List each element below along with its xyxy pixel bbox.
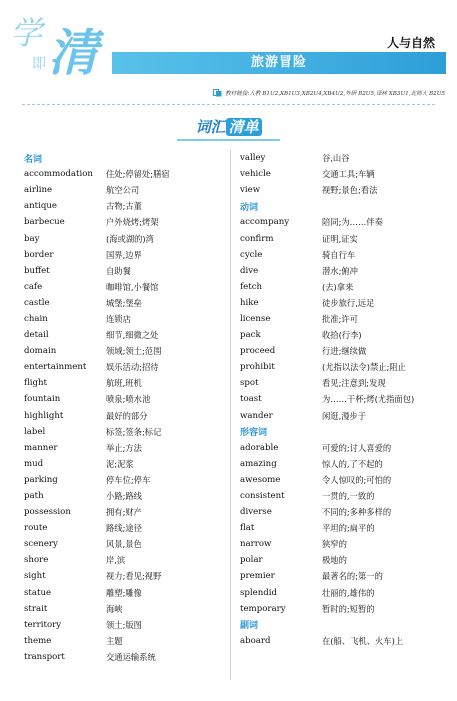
vocab-entry bbox=[24, 472, 224, 488]
vocab-meaning: 一贯的,一致的 bbox=[322, 491, 375, 502]
vocab-word: accommodation bbox=[24, 169, 93, 180]
vocab-meaning: 古物;古董 bbox=[106, 201, 142, 212]
vocab-entry bbox=[240, 456, 440, 472]
vocab-entry bbox=[24, 633, 224, 649]
vocab-meaning: 闲逛,漫步于 bbox=[322, 410, 367, 421]
vocab-entry bbox=[240, 552, 440, 568]
vocab-word: border bbox=[24, 249, 54, 260]
vocab-word: antique bbox=[24, 201, 57, 212]
vocab-meaning: 狭窄的 bbox=[322, 539, 347, 550]
textbook-links bbox=[213, 89, 445, 97]
vocab-entry bbox=[24, 552, 224, 568]
theme-label: 人与自然 bbox=[386, 36, 435, 50]
vocab-meaning: 惊人的,了不起的 bbox=[322, 458, 383, 469]
vocab-meaning: 细节,细微之处 bbox=[106, 330, 159, 341]
adverb-list bbox=[240, 633, 440, 649]
vocab-entry bbox=[240, 214, 440, 230]
page-title: 旅游冒险 bbox=[250, 55, 307, 70]
vocab-meaning: 拥有;财产 bbox=[106, 507, 142, 518]
vocab-word: consistent bbox=[240, 491, 285, 502]
vocab-meaning: 小路;路线 bbox=[106, 491, 142, 502]
vocab-word: splendid bbox=[240, 587, 278, 598]
vocab-meaning: (去)拿来 bbox=[322, 281, 354, 292]
vocab-word: shore bbox=[24, 555, 49, 566]
vocab-word: mud bbox=[24, 458, 44, 469]
vocab-entry bbox=[240, 585, 440, 601]
vocab-entry bbox=[24, 343, 224, 359]
vocab-entry bbox=[24, 375, 224, 391]
vocab-word: awesome bbox=[240, 474, 281, 485]
vocab-word: dive bbox=[240, 265, 259, 276]
vocab-word: diverse bbox=[240, 507, 272, 518]
vocab-meaning: 不同的;多种多样的 bbox=[322, 507, 392, 518]
deco-char-3: 清 bbox=[48, 24, 98, 76]
vocab-meaning: 可爱的;讨人喜爱的 bbox=[322, 442, 392, 453]
vocab-entry bbox=[240, 520, 440, 536]
verb-list bbox=[240, 214, 440, 423]
left-column bbox=[24, 150, 224, 665]
vocab-entry bbox=[24, 408, 224, 424]
vocab-meaning: 自助餐 bbox=[106, 265, 131, 276]
vocab-meaning: 城堡;堡垒 bbox=[106, 297, 142, 308]
vocab-word: valley bbox=[240, 153, 266, 164]
vocab-word: pack bbox=[240, 330, 261, 341]
vocab-entry bbox=[240, 440, 440, 456]
vocab-word: wander bbox=[240, 410, 273, 421]
vocab-entry bbox=[240, 633, 440, 649]
vocab-word: barbecue bbox=[24, 217, 65, 228]
vocab-word: entertainment bbox=[24, 362, 87, 373]
vocab-word: label bbox=[24, 426, 46, 437]
vocab-meaning: 路线;途径 bbox=[106, 523, 142, 534]
vocab-entry bbox=[24, 198, 224, 214]
vocab-word: sight bbox=[24, 571, 46, 582]
vocab-title-a: 词汇 bbox=[195, 118, 226, 136]
vocab-meaning: 壮丽的,雄伟的 bbox=[322, 587, 375, 598]
vocab-entry bbox=[240, 359, 440, 375]
vocab-entry bbox=[240, 536, 440, 552]
vocab-meaning: 证明,证实 bbox=[322, 233, 358, 244]
adjective-list bbox=[240, 440, 440, 617]
vocab-entry bbox=[240, 568, 440, 584]
vocab-entry bbox=[24, 247, 224, 263]
vocab-title-b: 清单 bbox=[226, 118, 262, 136]
vocab-meaning: 标签;签条;标记 bbox=[106, 426, 162, 437]
vocab-entry bbox=[240, 408, 440, 424]
vocab-meaning: 潜水;俯冲 bbox=[322, 265, 358, 276]
noun-list-continued bbox=[240, 150, 440, 198]
vocab-header bbox=[0, 114, 457, 140]
vocab-entry bbox=[24, 214, 224, 230]
vocab-word: flight bbox=[24, 378, 47, 389]
vocab-word: fountain bbox=[24, 394, 61, 405]
vocab-meaning: 领土;版图 bbox=[106, 619, 142, 630]
vocab-meaning: 令人惊叹的;可怕的 bbox=[322, 474, 392, 485]
divider bbox=[22, 104, 435, 105]
textbook-links-text: 教材链接:人教 B1U2,XB1U3,XB2U4,XB4U2,外研 B2U5,译林 XB3U1,北师大 B2U5 bbox=[225, 91, 445, 97]
vocab-entry bbox=[24, 230, 224, 246]
vocab-word: narrow bbox=[240, 539, 272, 550]
vocab-meaning: 海峡 bbox=[106, 603, 123, 614]
vocab-word: premier bbox=[240, 571, 275, 582]
vocab-entry bbox=[24, 295, 224, 311]
vocab-word: statue bbox=[24, 587, 52, 598]
vocab-title bbox=[177, 114, 279, 141]
vocab-meaning: 行进;继续做 bbox=[322, 346, 367, 357]
vocab-word: possession bbox=[24, 507, 71, 518]
vocab-entry bbox=[24, 279, 224, 295]
vocab-entry bbox=[240, 230, 440, 246]
vocab-word: hike bbox=[240, 297, 259, 308]
vocab-word: spot bbox=[240, 378, 259, 389]
column-divider bbox=[230, 150, 231, 680]
vocab-word: polar bbox=[240, 555, 263, 566]
vocab-meaning: 徒步旅行,远足 bbox=[322, 297, 375, 308]
vocab-entry bbox=[240, 375, 440, 391]
vocab-meaning: 视力;看见;视野 bbox=[106, 571, 162, 582]
vocab-word: flat bbox=[240, 523, 255, 534]
vocab-word: route bbox=[24, 523, 48, 534]
vocab-word: cycle bbox=[240, 249, 263, 260]
vocab-meaning: 连锁店 bbox=[106, 313, 131, 324]
vocab-meaning: 谷,山谷 bbox=[322, 153, 350, 164]
vocab-word: theme bbox=[24, 635, 52, 646]
vocab-meaning: 泥;泥浆 bbox=[106, 458, 134, 469]
vocab-entry bbox=[240, 182, 440, 198]
vocab-meaning: 咖啡馆,小餐馆 bbox=[106, 281, 159, 292]
vocab-entry bbox=[240, 601, 440, 617]
vocab-word: path bbox=[24, 491, 44, 502]
vocab-entry bbox=[240, 263, 440, 279]
vocab-word: transport bbox=[24, 651, 65, 662]
decorative-calligraphy bbox=[8, 6, 108, 76]
vocab-word: confirm bbox=[240, 233, 274, 244]
vocab-meaning: 主题 bbox=[106, 635, 123, 646]
title-banner bbox=[112, 52, 446, 74]
section-adverb: 副词 bbox=[240, 621, 259, 632]
vocab-entry bbox=[240, 391, 440, 407]
vocab-entry bbox=[24, 568, 224, 584]
vocab-entry bbox=[24, 182, 224, 198]
vocab-entry bbox=[24, 391, 224, 407]
vocab-word: strait bbox=[24, 603, 48, 614]
vocab-word: territory bbox=[24, 619, 62, 630]
vocab-word: detail bbox=[24, 330, 49, 341]
vocab-meaning: 骑自行车 bbox=[322, 249, 356, 260]
vocab-meaning: 航空公司 bbox=[106, 185, 140, 196]
vocab-entry bbox=[240, 166, 440, 182]
vocab-word: vehicle bbox=[240, 169, 271, 180]
deco-char-1: 学 bbox=[10, 14, 43, 52]
vocab-entry bbox=[240, 311, 440, 327]
vocab-meaning: 交通工具;车辆 bbox=[322, 169, 375, 180]
vocab-entry bbox=[24, 504, 224, 520]
vocab-entry bbox=[24, 424, 224, 440]
vocab-entry bbox=[24, 327, 224, 343]
vocab-entry bbox=[24, 601, 224, 617]
vocab-meaning: 航班,班机 bbox=[106, 378, 142, 389]
vocab-word: castle bbox=[24, 297, 50, 308]
vocab-meaning: 最好的部分 bbox=[106, 410, 148, 421]
vocab-word: airline bbox=[24, 185, 53, 196]
vocab-entry bbox=[24, 359, 224, 375]
right-column bbox=[240, 150, 440, 649]
vocab-meaning: 举止;方法 bbox=[106, 442, 142, 453]
vocab-meaning: 喷泉;喷水池 bbox=[106, 394, 151, 405]
deco-char-2: 即 bbox=[32, 56, 46, 72]
vocab-entry bbox=[24, 263, 224, 279]
vocab-word: fetch bbox=[240, 281, 263, 292]
vocab-entry bbox=[24, 488, 224, 504]
vocab-meaning: 极地的 bbox=[322, 555, 347, 566]
vocab-entry bbox=[240, 295, 440, 311]
vocab-entry bbox=[24, 456, 224, 472]
vocab-meaning: 批准;许可 bbox=[322, 313, 358, 324]
noun-list bbox=[24, 166, 224, 665]
vocab-word: domain bbox=[24, 346, 57, 357]
vocab-meaning: 岸,滨 bbox=[106, 555, 126, 566]
vocab-meaning: 暂时的;短暂的 bbox=[322, 603, 375, 614]
vocab-word: parking bbox=[24, 474, 58, 485]
vocab-word: proceed bbox=[240, 346, 276, 357]
vocab-entry bbox=[240, 472, 440, 488]
vocab-meaning: 平坦的;扁平的 bbox=[322, 523, 375, 534]
book-link-icon bbox=[213, 89, 222, 97]
vocab-word: adorable bbox=[240, 442, 279, 453]
vocab-entry bbox=[240, 150, 440, 166]
vocab-meaning: 收拾(行李) bbox=[322, 330, 362, 341]
vocab-meaning: 为……干杯;烤(尤指面包) bbox=[322, 394, 415, 405]
vocab-word: aboard bbox=[240, 635, 271, 646]
vocab-entry bbox=[240, 279, 440, 295]
vocab-word: manner bbox=[24, 442, 58, 453]
vocab-meaning: 最著名的;第一的 bbox=[322, 571, 383, 582]
vocab-word: bay bbox=[24, 233, 40, 244]
vocab-meaning: (海或湖的)湾 bbox=[106, 233, 154, 244]
section-verb: 动词 bbox=[240, 202, 259, 213]
vocab-word: temporary bbox=[240, 603, 286, 614]
vocab-meaning: 国界,边界 bbox=[106, 249, 142, 260]
vocab-meaning: 视野;景色;看法 bbox=[322, 185, 378, 196]
vocab-meaning: 户外烧烤;烤架 bbox=[106, 217, 159, 228]
vocab-word: highlight bbox=[24, 410, 64, 421]
vocab-entry bbox=[240, 327, 440, 343]
vocab-entry bbox=[240, 488, 440, 504]
vocab-meaning: 陪同;为……伴奏 bbox=[322, 217, 383, 228]
vocab-entry bbox=[24, 617, 224, 633]
vocab-meaning: 停车位;停车 bbox=[106, 474, 151, 485]
vocab-word: cafe bbox=[24, 281, 43, 292]
vocab-word: amazing bbox=[240, 458, 277, 469]
vocab-meaning: 娱乐活动;招待 bbox=[106, 362, 159, 373]
vocab-meaning: 住处;停留处;膳宿 bbox=[106, 169, 170, 180]
section-adjective: 形容词 bbox=[240, 428, 268, 439]
vocab-word: prohibit bbox=[240, 362, 275, 373]
vocab-word: toast bbox=[240, 394, 262, 405]
vocab-word: accompany bbox=[240, 217, 290, 228]
vocab-word: chain bbox=[24, 313, 48, 324]
vocab-entry bbox=[24, 649, 224, 665]
vocab-word: license bbox=[240, 313, 271, 324]
vocab-entry bbox=[24, 440, 224, 456]
vocab-entry bbox=[24, 311, 224, 327]
vocab-meaning: 领域;领土;范围 bbox=[106, 346, 162, 357]
vocab-meaning: 在(船、飞机、火车)上 bbox=[322, 635, 404, 646]
vocab-entry bbox=[240, 247, 440, 263]
vocab-entry bbox=[24, 536, 224, 552]
vocab-entry bbox=[24, 520, 224, 536]
vocab-meaning: 风景,景色 bbox=[106, 539, 142, 550]
vocab-entry bbox=[240, 343, 440, 359]
vocab-entry bbox=[240, 504, 440, 520]
vocab-meaning: 雕塑;雕像 bbox=[106, 587, 142, 598]
vocab-meaning: 交通运输系统 bbox=[106, 651, 156, 662]
vocab-word: buffet bbox=[24, 265, 50, 276]
section-noun: 名词 bbox=[24, 154, 43, 165]
vocab-entry bbox=[24, 585, 224, 601]
vocab-entry bbox=[24, 166, 224, 182]
vocab-meaning: (尤指以法令)禁止;阻止 bbox=[322, 362, 406, 373]
vocab-word: scenery bbox=[24, 539, 58, 550]
vocab-word: view bbox=[240, 185, 261, 196]
vocab-meaning: 看见;注意到;发现 bbox=[322, 378, 386, 389]
